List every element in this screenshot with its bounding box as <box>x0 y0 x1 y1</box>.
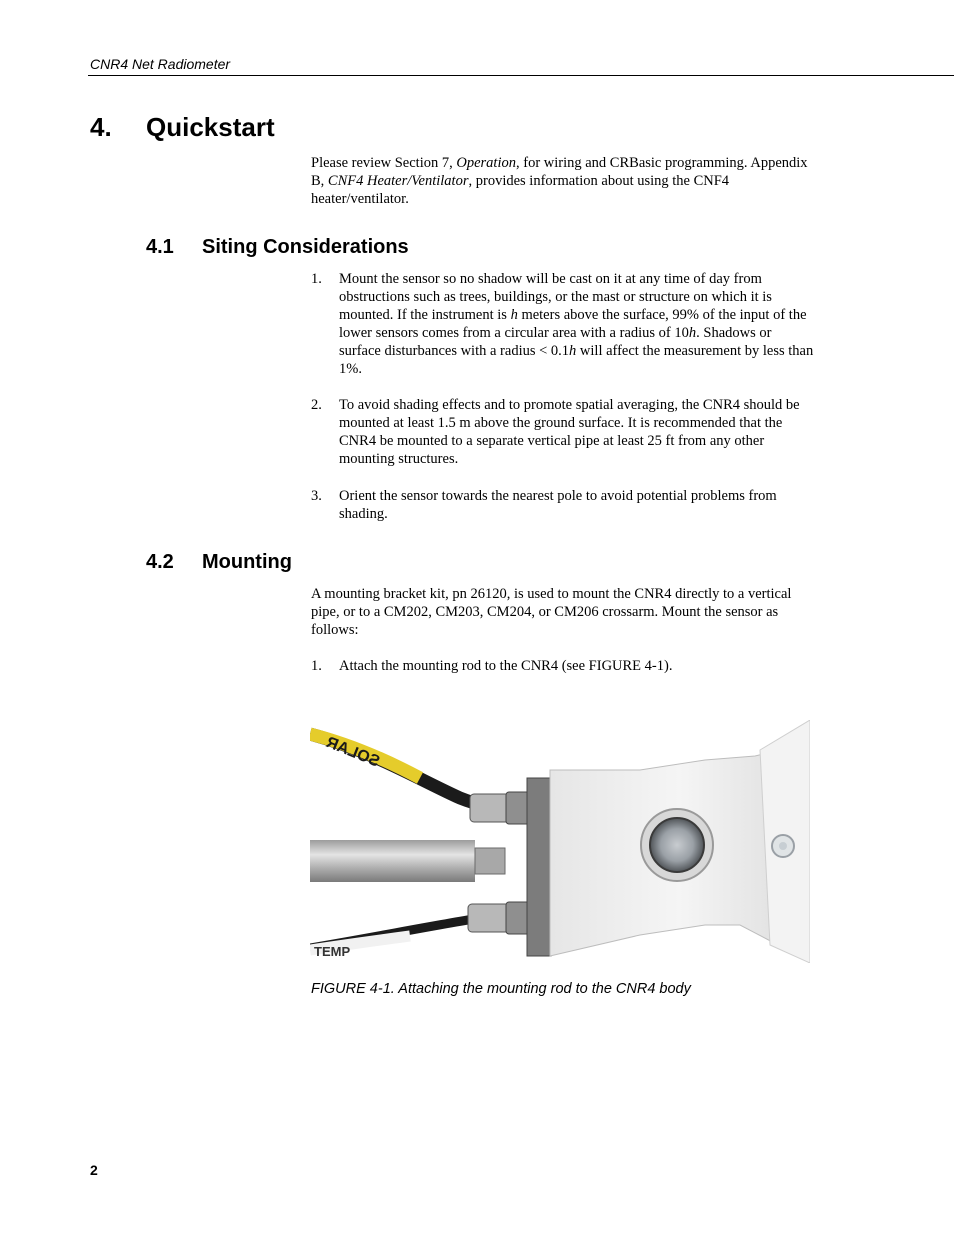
cnr4-photo <box>310 720 810 963</box>
section-heading <box>90 112 275 143</box>
mounting-rod <box>310 840 475 882</box>
list-item <box>311 657 816 675</box>
header-rule <box>88 75 954 76</box>
list-item <box>311 396 816 468</box>
intro-text: Please review Section 7, <box>311 155 457 171</box>
list-number: 2. <box>311 397 322 413</box>
list-text: Orient the sensor towards the nearest pole to avoid potential problems from shading. <box>339 488 777 522</box>
subsection-heading-mounting <box>146 551 292 574</box>
running-header: CNR4 Net Radiometer <box>90 56 231 72</box>
list-text: Attach the mounting rod to the CNR4 (see FIGURE 4-1). <box>339 658 673 674</box>
bracket-plate <box>527 778 551 956</box>
intro-ref-heater: CNF4 Heater/Ventilator <box>327 173 469 189</box>
figure-photo <box>310 720 810 963</box>
section-number: 4. <box>90 112 112 142</box>
sensor-lens <box>650 818 704 872</box>
intro-text: , provides information about using the CNF4 heater/ventilator. <box>311 173 730 207</box>
mounting-intro: A mounting bracket kit, pn 26120, is used to mount the CNR4 directly to a vertical pipe, or to a CM202, CM203, CM204, or CM206 crossarm. Mount the sensor as follows: <box>311 586 792 638</box>
cable-label-temp: TEMP <box>314 944 351 959</box>
section-intro <box>311 154 816 208</box>
list-item <box>311 487 816 523</box>
page-number: 2 <box>90 1162 98 1178</box>
cable-label-solar: SOLAR <box>323 733 382 771</box>
subsection-heading-siting <box>146 236 409 259</box>
subsection-title: Siting Considerations <box>202 236 409 258</box>
figure-caption: FIGURE 4-1. Attaching the mounting rod to the CNR4 body <box>311 981 691 997</box>
list-number: 1. <box>311 658 322 674</box>
list-number: 3. <box>311 488 322 504</box>
list-number: 1. <box>311 271 322 287</box>
subsection-number: 4.2 <box>146 551 174 573</box>
list-item <box>311 270 816 378</box>
intro-ref-operation: Operation <box>456 155 516 171</box>
intro-text: , for wiring and CRBasic programming. Appendix B, <box>311 155 808 189</box>
list-text: To avoid shading effects and to promote spatial averaging, the CNR4 should be mounted at least 1.5 m above the ground surface. It is recommended that the CNR4 be mounted to a separate vertical pipe at least 25 ft from any other mounting structures. <box>339 397 800 467</box>
subsection-title: Mounting <box>202 551 292 573</box>
list-text: Mount the sensor so no shadow will be cast on it at any time of day from obstructions such as trees, buildings, or the mast or structure on which it is mounted. If the instrument is h meters above the surface, 99% of the input of the lower sensors comes from a circular area with a radius of 10h. Shadows or surface disturbances with a radius < 0.1h will affect the measurement by less than 1%. <box>339 271 814 377</box>
section-title: Quickstart <box>146 112 275 142</box>
subsection-number: 4.1 <box>146 236 174 258</box>
